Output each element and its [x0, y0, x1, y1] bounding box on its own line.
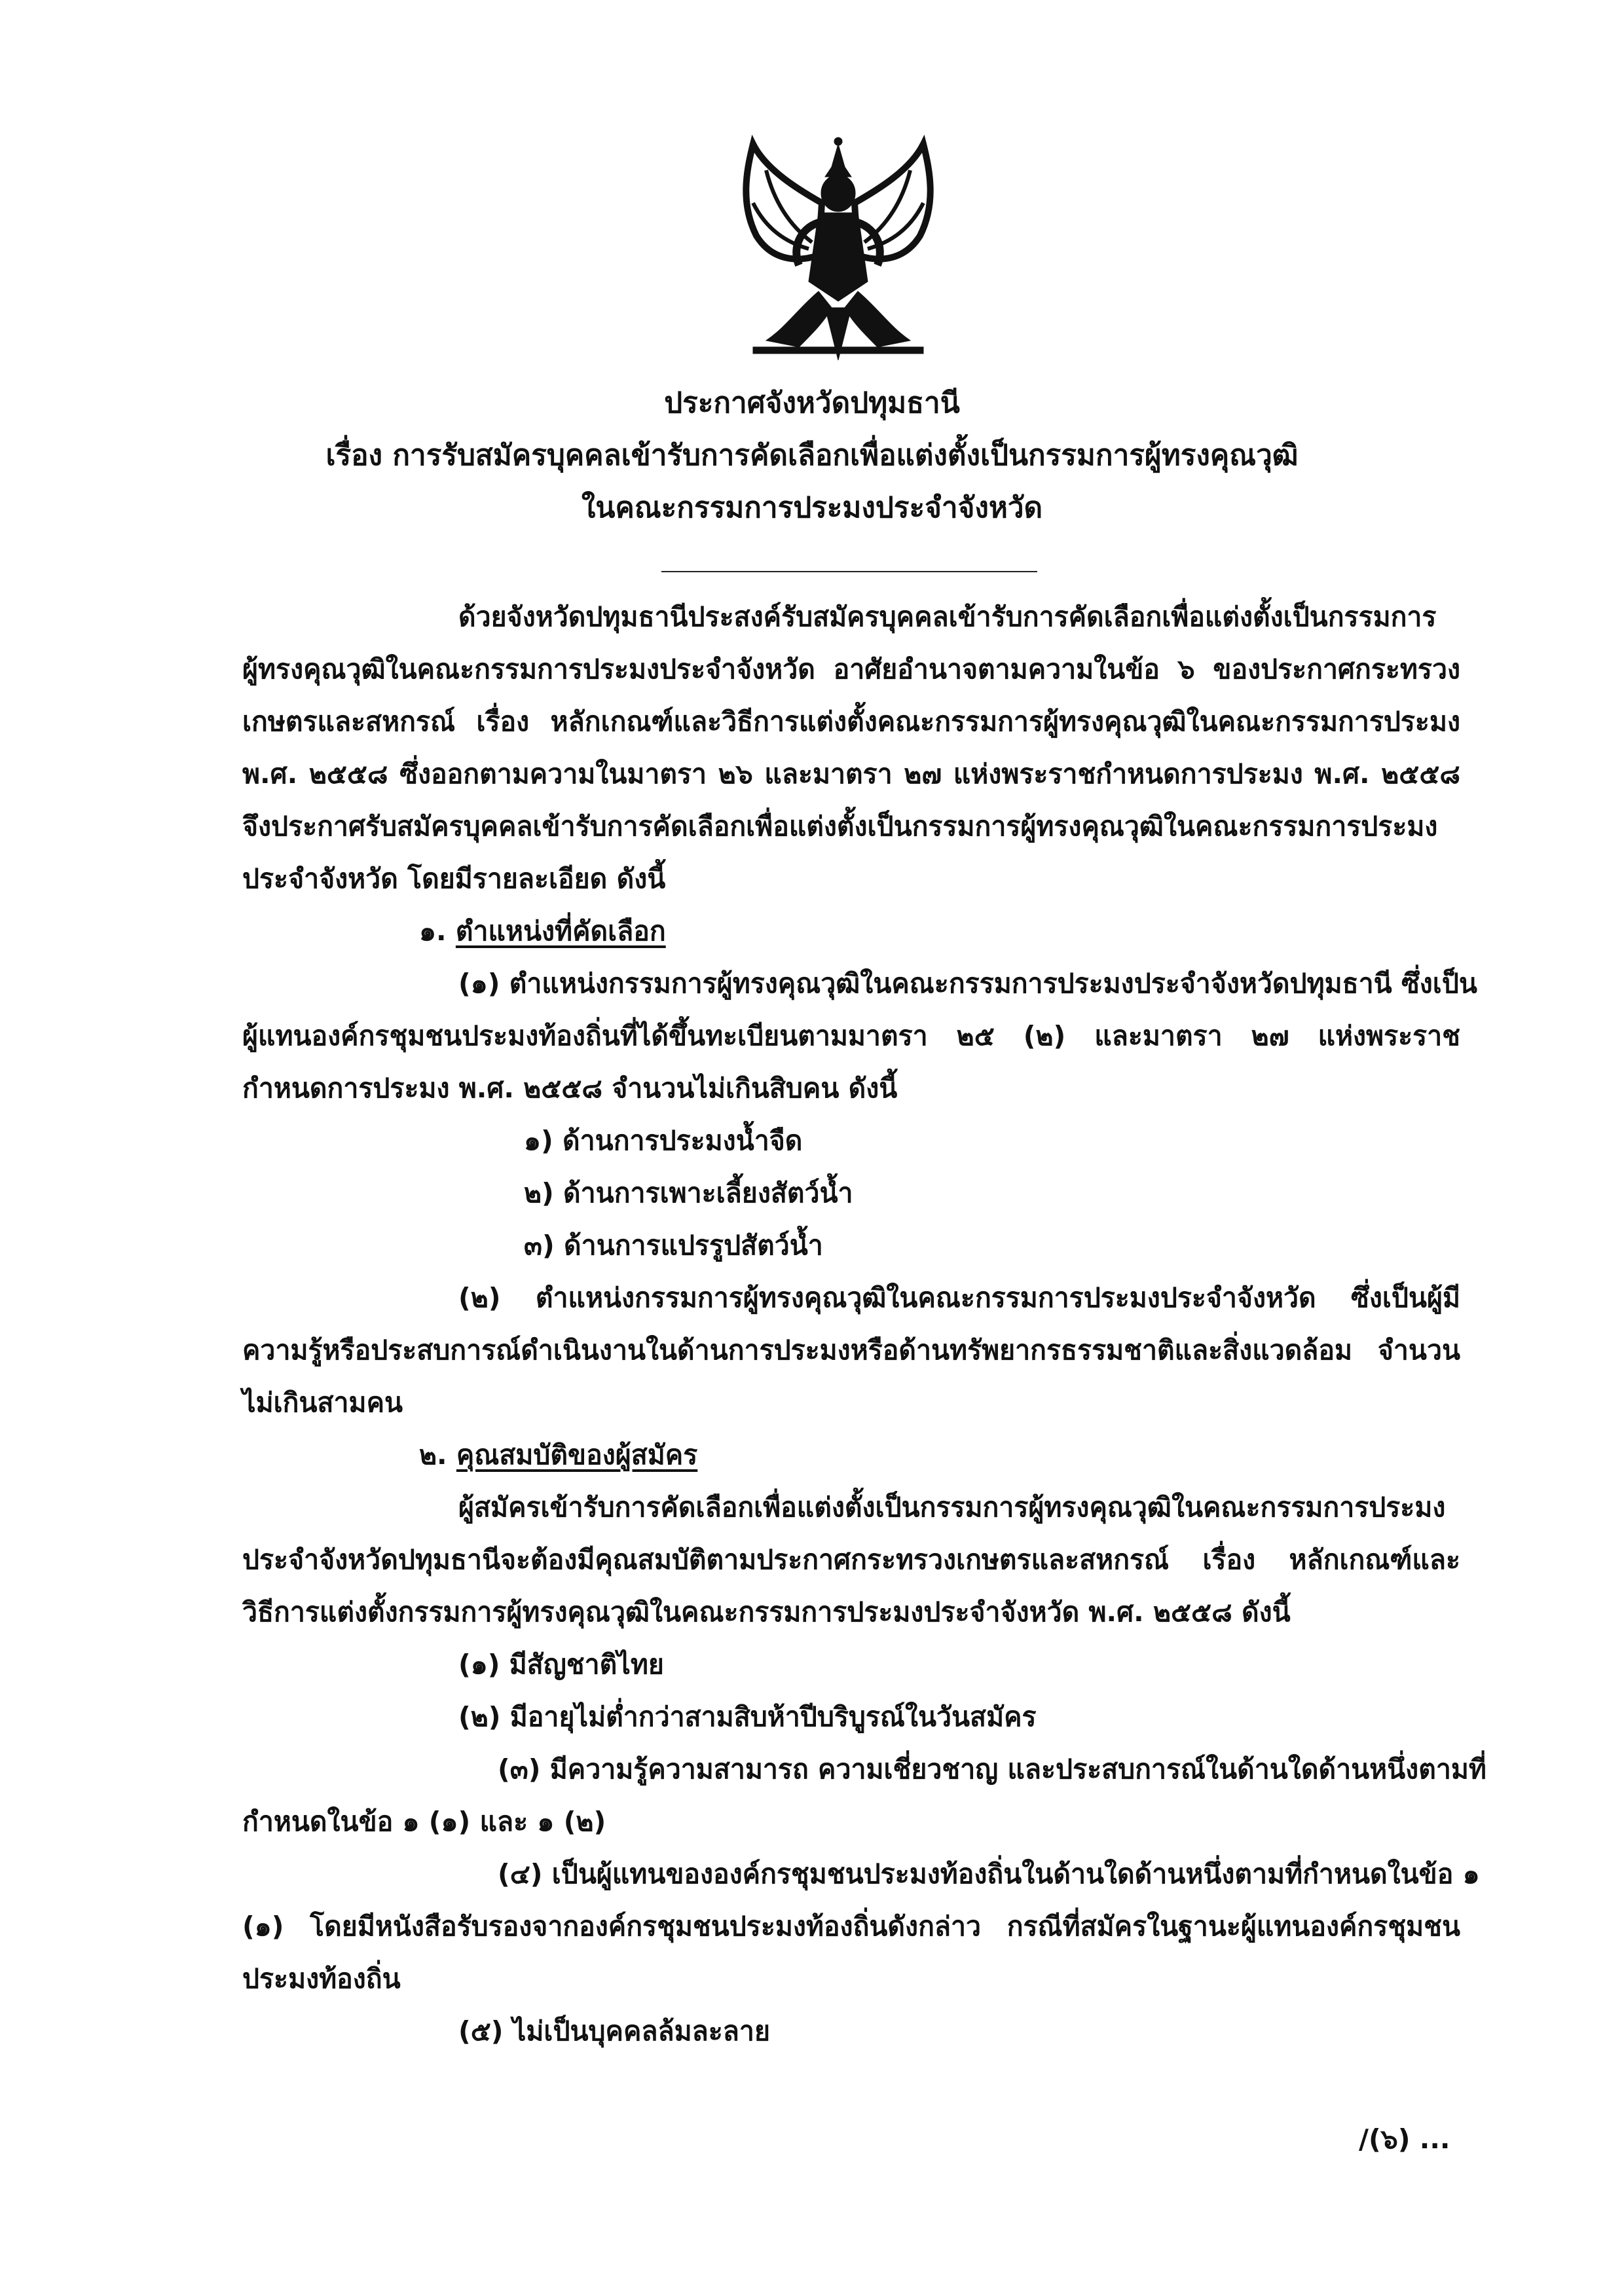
title-divider	[661, 571, 1037, 572]
announcement-subject-cont: ในคณะกรรมการประมงประจำจังหวัด	[581, 491, 1043, 524]
qualification-item: (๔) เป็นผู้แทนขององค์กรชุมชนประมงท้องถิ่นในด้านใดด้านหนึ่งตามที่กำหนดในข้อ ๑	[498, 1858, 1480, 1890]
qualification-item-cont: (๑) โดยมีหนังสือรับรองจากองค์กรชุมชนประมงท้องถิ่นดังกล่าว กรณีที่สมัครในฐานะผู้แทนองค์กรชุมชน	[242, 1911, 1460, 1942]
next-page-marker: /(๖) ...	[1359, 2123, 1450, 2155]
qualification-item: (๕) ไม่เป็นบุคคลล้มละลาย	[458, 2015, 770, 2047]
section1-p1-line: ผู้แทนองค์กรชุมชนประมงท้องถิ่นที่ได้ขึ้นทะเบียนตามมาตรา ๒๕ (๒) และมาตรา ๒๗ แห่งพระราช	[242, 1020, 1460, 1052]
section1-p2-line: ความรู้หรือประสบการณ์ดำเนินงานในด้านการประมงหรือด้านทรัพยากรธรรมชาติและสิ่งแวดล้อม จำนวน	[242, 1334, 1460, 1366]
section1-title: ตำแหน่งที่คัดเลือก	[455, 915, 666, 947]
intro-line: เกษตรและสหกรณ์ เรื่อง หลักเกณฑ์และวิธีการแต่งตั้งคณะกรรมการผู้ทรงคุณวุฒิในคณะกรรมการประมง	[242, 706, 1460, 737]
qualification-item: (๒) มีอายุไม่ต่ำกว่าสามสิบห้าปีบริบูรณ์ในวันสมัคร	[458, 1701, 1037, 1732]
qualification-item: (๑) มีสัญชาติไทย	[458, 1649, 664, 1680]
intro-line: ด้วยจังหวัดปทุมธานีประสงค์รับสมัครบุคคลเข้ารับการคัดเลือกเพื่อแต่งตั้งเป็นกรรมการ	[458, 601, 1437, 632]
garuda-emblem-icon	[727, 131, 950, 367]
section2-p1-line: ประจำจังหวัดปทุมธานีจะต้องมีคุณสมบัติตามประกาศกระทรวงเกษตรและสหกรณ์ เรื่อง หลักเกณฑ์และ	[242, 1544, 1460, 1575]
section2-heading	[419, 1435, 697, 1475]
section1-p1-line: กำหนดการประมง พ.ศ. ๒๕๕๘ จำนวนไม่เกินสิบคน ดังนี้	[242, 1072, 898, 1104]
section1-number: ๑.	[419, 915, 447, 947]
qualification-item: (๓) มีความรู้ความสามารถ ความเชี่ยวชาญ และประสบการณ์ในด้านใดด้านหนึ่งตามที่	[498, 1753, 1486, 1785]
section1-heading	[419, 911, 666, 951]
announcement-subject: เรื่อง การรับสมัครบุคคลเข้ารับการคัดเลือกเพื่อแต่งตั้งเป็นกรรมการผู้ทรงคุณวุฒิ	[325, 439, 1299, 472]
section2-p1-line: วิธีการแต่งตั้งกรรมการผู้ทรงคุณวุฒิในคณะกรรมการประมงประจำจังหวัด พ.ศ. ๒๕๕๘ ดังนี้	[242, 1596, 1291, 1628]
section1-p2-line: (๒) ตำแหน่งกรรมการผู้ทรงคุณวุฒิในคณะกรรมการประมงประจำจังหวัด ซึ่งเป็นผู้มี	[458, 1282, 1460, 1313]
qualification-item-cont: ประมงท้องถิ่น	[242, 1963, 401, 1994]
section2-number: ๒.	[419, 1439, 447, 1471]
section1-item: ๑) ด้านการประมงน้ำจืด	[524, 1125, 803, 1156]
section2-p1-line: ผู้สมัครเข้ารับการคัดเลือกเพื่อแต่งตั้งเป็นกรรมการผู้ทรงคุณวุฒิในคณะกรรมการประมง	[458, 1492, 1446, 1523]
intro-line: พ.ศ. ๒๕๕๘ ซึ่งออกตามความในมาตรา ๒๖ และมาตรา ๒๗ แห่งพระราชกำหนดการประมง พ.ศ. ๒๕๕๘	[242, 758, 1460, 790]
section1-p2-line: ไม่เกินสามคน	[242, 1387, 403, 1418]
intro-line: ผู้ทรงคุณวุฒิในคณะกรรมการประมงประจำจังหวัด อาศัยอำนาจตามความในข้อ ๖ ของประกาศกระทรวง	[242, 653, 1460, 685]
section1-item: ๒) ด้านการเพาะเลี้ยงสัตว์น้ำ	[524, 1177, 853, 1209]
intro-line: จึงประกาศรับสมัครบุคคลเข้ารับการคัดเลือกเพื่อแต่งตั้งเป็นกรรมการผู้ทรงคุณวุฒิในคณะกรรมการประมง	[242, 811, 1438, 842]
qualification-item-cont: กำหนดในข้อ ๑ (๑) และ ๑ (๒)	[242, 1806, 606, 1837]
section1-item: ๓) ด้านการแปรรูปสัตว์น้ำ	[524, 1230, 823, 1261]
announcement-title: ประกาศจังหวัดปทุมธานี	[664, 386, 960, 420]
section1-p1-line: (๑) ตำแหน่งกรรมการผู้ทรงคุณวุฒิในคณะกรรมการประมงประจำจังหวัดปทุมธานี ซึ่งเป็น	[458, 968, 1477, 999]
section2-title: คุณสมบัติของผู้สมัคร	[456, 1439, 698, 1471]
intro-line: ประจำจังหวัด โดยมีรายละเอียด ดังนี้	[242, 863, 666, 894]
